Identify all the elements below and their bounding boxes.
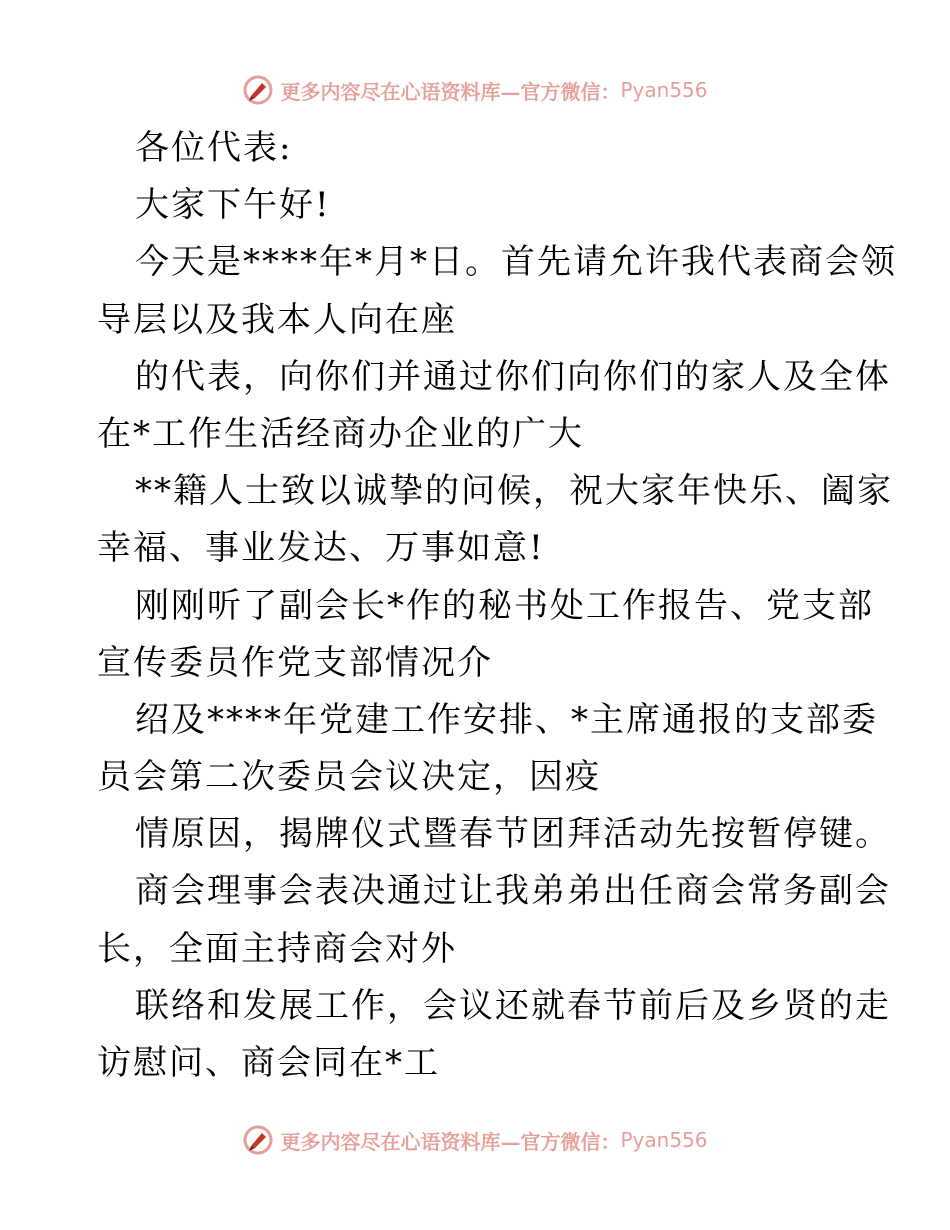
text-line: 访慰问、商会同在*工: [97, 1043, 440, 1083]
text-line: 的代表，向你们并通过你们向你们的家人及全体: [135, 356, 891, 397]
pen-nib-logo-icon: [242, 74, 274, 106]
footer-watermark: [0, 1120, 950, 1160]
text-line: 情原因，揭牌仪式暨春节团拜活动先按暂停键。: [135, 814, 891, 855]
watermark-text: 更多内容尽在心语资料库—官方微信：: [280, 79, 621, 104]
header-watermark: [0, 70, 950, 110]
text-line: 联络和发展工作，会议还就春节前后及乡贤的走: [135, 985, 891, 1026]
watermark-text: 更多内容尽在心语资料库—官方微信：: [280, 1129, 621, 1154]
text-line: 商会理事会表决通过让我弟弟出任商会常务副会: [135, 871, 891, 912]
text-line: 导层以及我本人向在座: [97, 299, 457, 340]
text-line: 今天是****年*月*日。首先请允许我代表商会领: [135, 242, 897, 283]
text-line: 长，全面主持商会对外: [97, 928, 457, 969]
text-line: 幸福、事业发达、万事如意!: [97, 528, 545, 569]
text-line: 大家下午好!: [135, 185, 331, 226]
document-body: [97, 120, 897, 1092]
text-line: 绍及****年党建工作安排、*主席通报的支部委: [135, 699, 878, 740]
text-line: 各位代表:: [135, 128, 293, 168]
text-line: 员会第二次委员会议决定，因疫: [97, 757, 601, 798]
text-line: 宣传委员作党支部情况介: [97, 642, 493, 683]
pen-nib-logo-icon: [242, 1124, 274, 1156]
text-line: **籍人士致以诚挚的问候，祝大家年快乐、阖家: [135, 471, 893, 512]
text-line: 刚刚听了副会长*作的秘书处工作报告、党支部: [135, 585, 874, 626]
text-line: 在*工作生活经商办企业的广大: [97, 413, 584, 454]
watermark-wechat-id: Pyan556: [620, 78, 708, 102]
watermark-wechat-id: Pyan556: [620, 1128, 708, 1152]
